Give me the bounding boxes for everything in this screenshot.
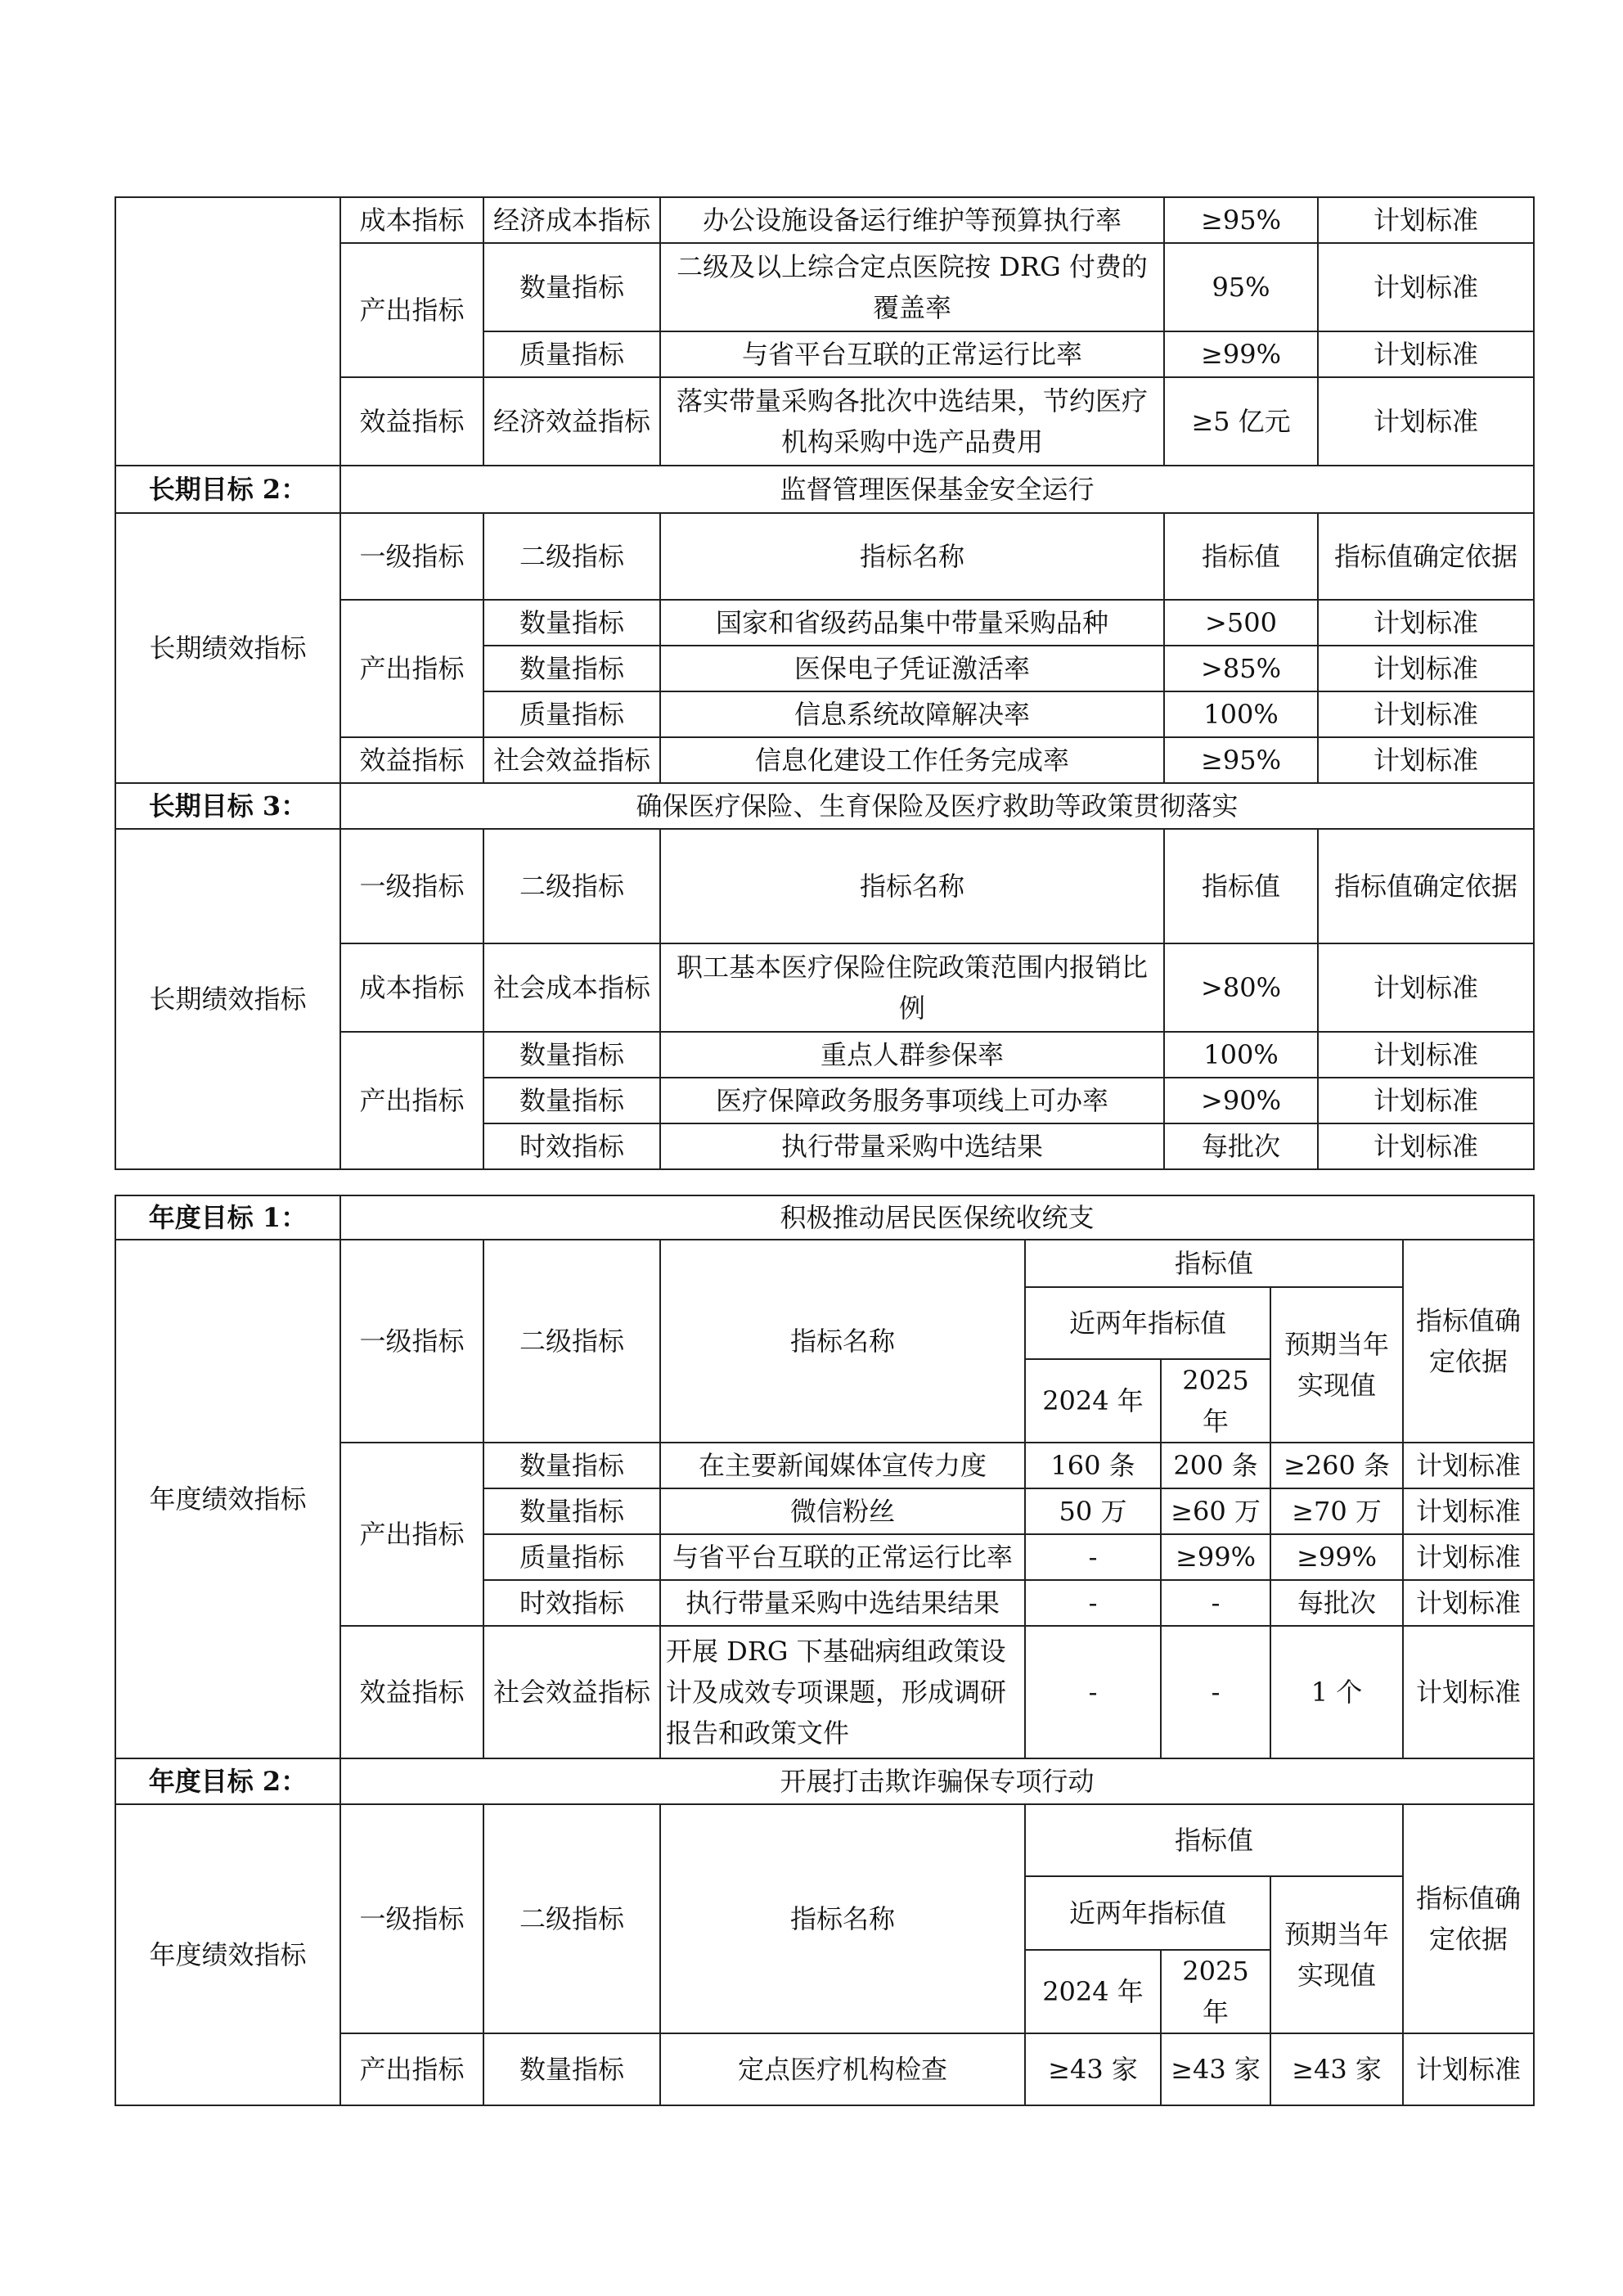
header-value: 指标值 [1164,829,1318,943]
goal-text: 积极推动居民医保统收统支 [340,1195,1534,1240]
header-level2: 二级指标 [483,1240,660,1443]
indicator-value: >80% [1164,943,1318,1032]
value-2025: - [1161,1626,1270,1758]
indicator-value: ≥99% [1164,331,1318,377]
goal-label: 长期目标 3： [115,783,340,829]
indicator-basis: 计划标准 [1318,737,1534,783]
header-recent: 近两年指标值 [1025,1876,1270,1950]
continued-block-cell [115,197,340,466]
indicator-basis: 计划标准 [1403,2033,1534,2105]
indicator-basis: 计划标准 [1318,197,1534,243]
level2-indicator: 经济效益指标 [483,377,660,466]
indicator-name: 执行带量采购中选结果 [660,1123,1164,1169]
header-level2: 二级指标 [483,829,660,943]
indicator-value: ≥95% [1164,197,1318,243]
goal-row [115,783,1534,829]
indicator-name: 信息系统故障解决率 [660,691,1164,737]
indicator-basis: 计划标准 [1403,1580,1534,1626]
level2-indicator: 数量指标 [483,1443,660,1488]
table-row [115,197,1534,243]
goal-label: 长期目标 2： [115,466,340,513]
value-expected: ≥43 家 [1270,2033,1403,2105]
header-year-2024: 2024 年 [1025,1950,1161,2033]
level1-indicator: 成本指标 [340,943,483,1032]
value-2024: - [1025,1534,1161,1580]
indicator-basis: 计划标准 [1318,1032,1534,1078]
indicator-value: ≥5 亿元 [1164,377,1318,466]
level1-indicator: 效益指标 [340,737,483,783]
level2-indicator: 社会成本指标 [483,943,660,1032]
level1-indicator: 成本指标 [340,197,483,243]
indicator-value: ≥95% [1164,737,1318,783]
indicator-basis: 计划标准 [1318,600,1534,646]
indicator-basis: 计划标准 [1403,1488,1534,1534]
level2-indicator: 数量指标 [483,1078,660,1123]
indicator-name: 与省平台互联的正常运行比率 [660,1534,1025,1580]
value-2024: - [1025,1580,1161,1626]
level2-indicator: 质量指标 [483,691,660,737]
value-expected: ≥260 条 [1270,1443,1403,1488]
header-row [115,1804,1534,1876]
indicator-basis: 计划标准 [1318,331,1534,377]
indicator-value: 每批次 [1164,1123,1318,1169]
header-row [115,1240,1534,1287]
header-level2: 二级指标 [483,1804,660,2033]
level1-indicator: 产出指标 [340,2033,483,2105]
value-2025: ≥60 万 [1161,1488,1270,1534]
value-2024: - [1025,1626,1161,1758]
header-name: 指标名称 [660,1240,1025,1443]
goal-label: 年度目标 1： [115,1195,340,1240]
level2-indicator: 社会效益指标 [483,1626,660,1758]
header-level1: 一级指标 [340,829,483,943]
indicator-value: 95% [1164,243,1318,331]
indicator-name: 二级及以上综合定点医院按 DRG 付费的覆盖率 [660,243,1164,331]
indicator-name: 医疗保障政务服务事项线上可办率 [660,1078,1164,1123]
indicator-basis: 计划标准 [1318,646,1534,691]
header-name: 指标名称 [660,1804,1025,2033]
header-value: 指标值 [1025,1804,1403,1876]
indicator-name: 国家和省级药品集中带量采购品种 [660,600,1164,646]
header-row [115,513,1534,600]
indicator-name: 重点人群参保率 [660,1032,1164,1078]
header-level2: 二级指标 [483,513,660,600]
level2-indicator: 数量指标 [483,243,660,331]
indicator-basis: 计划标准 [1403,1443,1534,1488]
indicator-name: 办公设施设备运行维护等预算执行率 [660,197,1164,243]
goal-row [115,1758,1534,1804]
header-basis: 指标值确定依据 [1318,513,1534,600]
level1-indicator: 效益指标 [340,1626,483,1758]
level2-indicator: 经济成本指标 [483,197,660,243]
indicator-basis: 计划标准 [1403,1534,1534,1580]
level1-indicator: 效益指标 [340,377,483,466]
header-level1: 一级指标 [340,1804,483,2033]
indicator-value: 100% [1164,691,1318,737]
value-expected: ≥70 万 [1270,1488,1403,1534]
header-year-2024: 2024 年 [1025,1359,1161,1443]
level2-indicator: 时效指标 [483,1580,660,1626]
block-label: 年度绩效指标 [115,1804,340,2105]
level2-indicator: 数量指标 [483,1032,660,1078]
indicator-name: 执行带量采购中选结果结果 [660,1580,1025,1626]
indicator-value: 100% [1164,1032,1318,1078]
header-year-2025: 2025 年 [1161,1950,1270,2033]
value-2025: ≥99% [1161,1534,1270,1580]
goal-text: 确保医疗保险、生育保险及医疗救助等政策贯彻落实 [340,783,1534,829]
indicator-basis: 计划标准 [1318,1078,1534,1123]
indicator-name: 医保电子凭证激活率 [660,646,1164,691]
header-row [115,829,1534,943]
indicator-name: 信息化建设工作任务完成率 [660,737,1164,783]
level2-indicator: 数量指标 [483,646,660,691]
indicator-value: >90% [1164,1078,1318,1123]
level2-indicator: 数量指标 [483,600,660,646]
value-2024: 160 条 [1025,1443,1161,1488]
block-label: 长期绩效指标 [115,829,340,1169]
value-2025: 200 条 [1161,1443,1270,1488]
level1-indicator: 产出指标 [340,1032,483,1169]
indicator-basis: 计划标准 [1403,1626,1534,1758]
goal-row [115,466,1534,513]
level2-indicator: 数量指标 [483,2033,660,2105]
header-expected: 预期当年实现值 [1270,1876,1403,2033]
indicator-value: >500 [1164,600,1318,646]
level2-indicator: 数量指标 [483,1488,660,1534]
value-expected: 每批次 [1270,1580,1403,1626]
goal-text: 监督管理医保基金安全运行 [340,466,1534,513]
header-name: 指标名称 [660,829,1164,943]
indicator-basis: 计划标准 [1318,1123,1534,1169]
long-term-performance-table [115,196,1535,1170]
header-level1: 一级指标 [340,1240,483,1443]
indicator-name: 微信粉丝 [660,1488,1025,1534]
level2-indicator: 社会效益指标 [483,737,660,783]
level1-indicator: 产出指标 [340,243,483,377]
value-2024: ≥43 家 [1025,2033,1161,2105]
header-value: 指标值 [1164,513,1318,600]
level2-indicator: 质量指标 [483,331,660,377]
indicator-value: >85% [1164,646,1318,691]
block-label: 年度绩效指标 [115,1240,340,1758]
level2-indicator: 时效指标 [483,1123,660,1169]
indicator-name: 定点医疗机构检查 [660,2033,1025,2105]
goal-text: 开展打击欺诈骗保专项行动 [340,1758,1534,1804]
value-expected: 1 个 [1270,1626,1403,1758]
indicator-name: 落实带量采购各批次中选结果，节约医疗机构采购中选产品费用 [660,377,1164,466]
header-expected: 预期当年实现值 [1270,1287,1403,1443]
annual-performance-table [115,1195,1535,2106]
indicator-basis: 计划标准 [1318,691,1534,737]
header-basis: 指标值确定依据 [1403,1804,1534,2033]
goal-row [115,1195,1534,1240]
goal-label: 年度目标 2： [115,1758,340,1804]
indicator-name: 与省平台互联的正常运行比率 [660,331,1164,377]
indicator-basis: 计划标准 [1318,943,1534,1032]
header-basis: 指标值确定依据 [1318,829,1534,943]
header-year-2025: 2025 年 [1161,1359,1270,1443]
indicator-basis: 计划标准 [1318,377,1534,466]
header-name: 指标名称 [660,513,1164,600]
block-label: 长期绩效指标 [115,513,340,783]
level1-indicator: 产出指标 [340,1443,483,1626]
level2-indicator: 质量指标 [483,1534,660,1580]
header-basis: 指标值确定依据 [1403,1240,1534,1443]
indicator-name: 开展 DRG 下基础病组政策设计及成效专项课题，形成调研报告和政策文件 [660,1626,1025,1758]
indicator-basis: 计划标准 [1318,243,1534,331]
value-2025: ≥43 家 [1161,2033,1270,2105]
indicator-name: 在主要新闻媒体宣传力度 [660,1443,1025,1488]
header-level1: 一级指标 [340,513,483,600]
indicator-name: 职工基本医疗保险住院政策范围内报销比例 [660,943,1164,1032]
level1-indicator: 产出指标 [340,600,483,737]
value-2024: 50 万 [1025,1488,1161,1534]
value-expected: ≥99% [1270,1534,1403,1580]
header-recent: 近两年指标值 [1025,1287,1270,1359]
value-2025: - [1161,1580,1270,1626]
header-value: 指标值 [1025,1240,1403,1287]
